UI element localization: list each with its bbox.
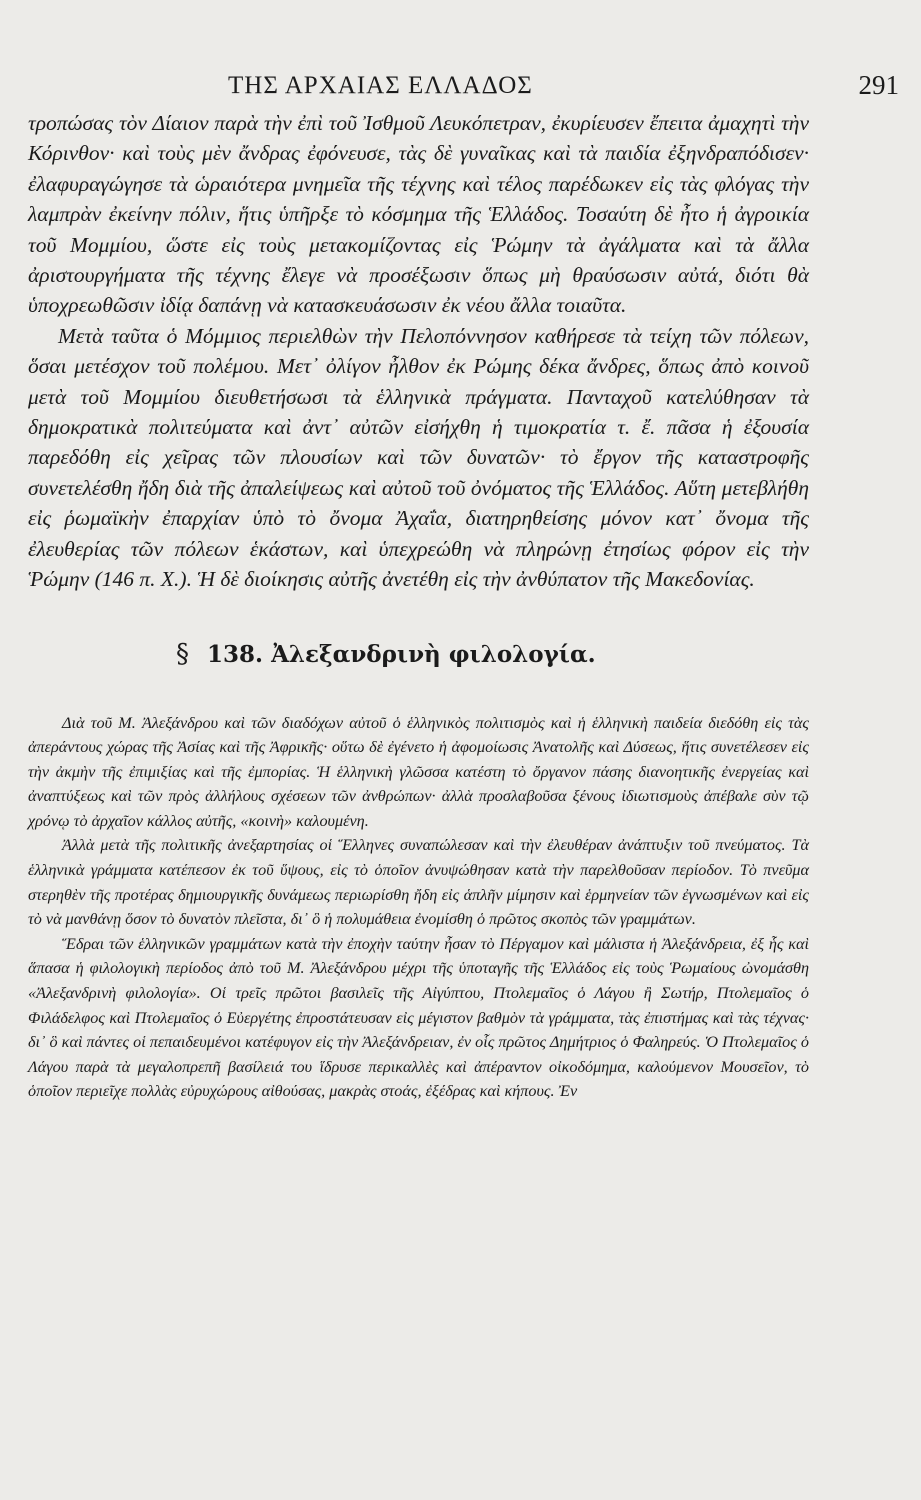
page-header	[28, 62, 899, 108]
main-text	[28, 108, 809, 595]
section-number: 138.	[207, 640, 264, 668]
paragraph: Ἕδραι τῶν ἑλληνικῶν γραμμάτων κατὰ τὴν ἐποχὴν ταύτην ἦσαν τὸ Πέργαμον καὶ μάλιστα ἡ Ἀλεξάνδρεια, ἐξ ἧς καὶ ἅπασα ἡ φιλολογικὴ περίοδος ἀπὸ τοῦ Μ. Ἀλεξάνδρου μέχρι τῆς ὑποταγῆς τῆς Ἑλλάδος εἰς τοὺς Ῥωμαίους ὠνομάσθη «Ἀλεξανδρινὴ φιλολογία». Οἱ τρεῖς πρῶτοι βασιλεῖς τῆς Αἰγύπτου, Πτολεμαῖος ὁ Λάγου ἢ Σωτήρ, Πτολεμαῖος ὁ Φιλάδελφος καὶ Πτολεμαῖος ὁ Εὐεργέτης ἐπροστάτευσαν εἰς μέγιστον βαθμὸν τὰ γράμματα, τὰς ἐπιστήμας καὶ τὰς τέχνας· δι᾽ ὃ καὶ πάντες οἱ πεπαιδευμένοι κατέφυγον εἰς τὴν Ἀλεξάνδρειαν, ἐν οἷς πρῶτος Δημήτριος ὁ Φαληρεύς. Ὁ Πτολεμαῖος ὁ Λάγου παρὰ τὰ μεγαλοπρεπῆ βασίλειά του ἵδρυσε περικαλλὲς καὶ ἀπέραντον οἰκοδόμημα, καλούμενον Μουσεῖον, τὸ ὁποῖον περιεῖχε πολλὰς εὐρυχώρους αἰθούσας, μακρὰς στοάς, ἐξέδρας καὶ κήπους. Ἐν	[28, 934, 809, 1101]
section-title: Ἀλεξανδρινὴ φιλολογία.	[271, 640, 596, 668]
section-symbol: §	[176, 638, 189, 669]
running-title: ΤΗΣ ΑΡΧΑΙΑΣ ΕΛΛΑΔΟΣ	[228, 72, 533, 99]
section-heading	[176, 639, 809, 669]
page-number: 291	[858, 70, 899, 100]
paragraph: Διὰ τοῦ Μ. Ἀλεξάνδρου καὶ τῶν διαδόχων αὐτοῦ ὁ ἑλληνικὸς πολιτισμὸς καὶ ἡ ἑλληνικὴ παιδεία διεδόθη εἰς τὰς ἀπεράντους χώρας τῆς Ἀσίας καὶ τῆς Ἀφρικῆς· οὕτω δὲ ἐγένετο ἡ ἀφομοίωσις Ἀνατολῆς καὶ Δύσεως, ἥτις συνετέλεσεν εἰς τὴν ἀκμὴν τῆς ἐπιμιξίας καὶ τῆς ἐμπορίας. Ἡ ἑλληνικὴ γλῶσσα κατέστη τὸ ὄργανον πάσης διανοητικῆς ἐνεργείας καὶ ἀναπτύξεως καὶ τῶν πρὸς ἀλλήλους σχέσεων τῶν ἀνθρώπων· ἀλλὰ προσλαβοῦσα ξένους ἰδιωτισμοὺς ἀπέβαλε σὺν τῷ χρόνῳ τὸ ἀρχαῖον κάλλος αὐτῆς, «κοινὴ» καλουμένη.	[28, 713, 809, 830]
paragraph: τροπώσας τὸν Δίαιον παρὰ τὴν ἐπὶ τοῦ Ἰσθμοῦ Λευκόπετραν, ἐκυρίευσεν ἔπειτα ἀμαχητὶ τὴν Κόρινθον· καὶ τοὺς μὲν ἄνδρας ἐφόνευσε, τὰς δὲ γυναῖκας καὶ τὰ παιδία ἐξηνδραπόδισεν· ἐλαφυραγώγησε τὰ ὡραιότερα μνημεῖα τῆς τέχνης καὶ τέλος παρέδωκεν εἰς τὰς φλόγας τὴν λαμπρὰν ἐκείνην πόλιν, ἥτις ὑπῆρξε τὸ κόσμημα τῆς Ἑλλάδος. Τοσαύτη δὲ ἦτο ἡ ἀγροικία τοῦ Μομμίου, ὥστε εἰς τοὺς μετακομίζοντας εἰς Ῥώμην τὰ ἀγάλματα καὶ τὰ ἄλλα ἀριστουργήματα τῆς τέχνης ἔλεγε νὰ προσέξωσιν ὅπως μὴ θραύσωσιν αὐτά, διότι θὰ ὑποχρεωθῶσιν ἰδίᾳ δαπάνῃ νὰ κατασκευάσωσιν ἐκ νέου ἄλλα τοιαῦτα.	[28, 111, 809, 318]
paragraph: Ἀλλὰ μετὰ τῆς πολιτικῆς ἀνεξαρτησίας οἱ Ἕλληνες συναπώλεσαν καὶ τὴν ἐλευθέραν ἀνάπτυξιν τοῦ πνεύματος. Τὰ ἑλληνικὰ γράμματα κατέπεσον ἐκ τοῦ ὕψους, εἰς τὸ ὁποῖον ἀνυψώθησαν κατὰ τὴν παρελθοῦσαν περίοδον. Τὸ πνεῦμα στερηθὲν τῆς προτέρας δημιουργικῆς δυνάμεως περιωρίσθη ἤδη εἰς ἁπλῆν μίμησιν καὶ ἑρμηνείαν τῶν ἐγνωσμένων καὶ εἰς τὸ νὰ μανθάνῃ ὅσον τὸ δυνατὸν πλεῖστα, δι᾽ ὃ ἡ πολυμάθεια ἐνομίσθη ὁ πρῶτος σκοπὸς τῶν γραμμάτων.	[28, 836, 809, 929]
small-print-text	[28, 711, 809, 1105]
paragraph: Μετὰ ταῦτα ὁ Μόμμιος περιελθὼν τὴν Πελοπόννησον καθήρεσε τὰ τείχη τῶν πόλεων, ὅσαι μετέσχον τοῦ πολέμου. Μετ᾽ ὀλίγον ἦλθον ἐκ Ρώμης δέκα ἄνδρες, ὅπως ἀπὸ κοινοῦ μετὰ τοῦ Μομμίου διευθετήσωσι τὰ ἑλληνικὰ πράγματα. Πανταχοῦ κατελύθησαν τὰ δημοκρατικὰ πολιτεύματα καὶ ἀντ᾽ αὐτῶν εἰσήχθη ἡ τιμοκρατία τ. ἔ. πᾶσα ἡ ἐξουσία παρεδόθη εἰς χεῖρας τῶν πλουσίων καὶ τῶν δυνατῶν· τὸ ἔργον τῆς καταστροφῆς συνετελέσθη ἤδη διὰ τῆς ἀπαλείψεως καὶ αὐτοῦ τοῦ ὀνόματος τῆς Ἑλλάδος. Αὕτη μετεβλήθη εἰς ῥωμαϊκὴν ἐπαρχίαν ὑπὸ τὸ ὄνομα Ἀχαΐα, διατηρηθείσης μόνον κατ᾽ ὄνομα τῆς ἐλευθερίας τῶν πόλεων ἑκάστων, καὶ ὑπεχρεώθη νὰ πληρώνῃ ἐτησίως φόρον εἰς τὴν Ῥώμην (146 π. Χ.). Ἡ δὲ διοίκησις αὐτῆς ἀνετέθη εἰς τὴν ἀνθύπατον τῆς Μακεδονίας.	[28, 323, 809, 592]
